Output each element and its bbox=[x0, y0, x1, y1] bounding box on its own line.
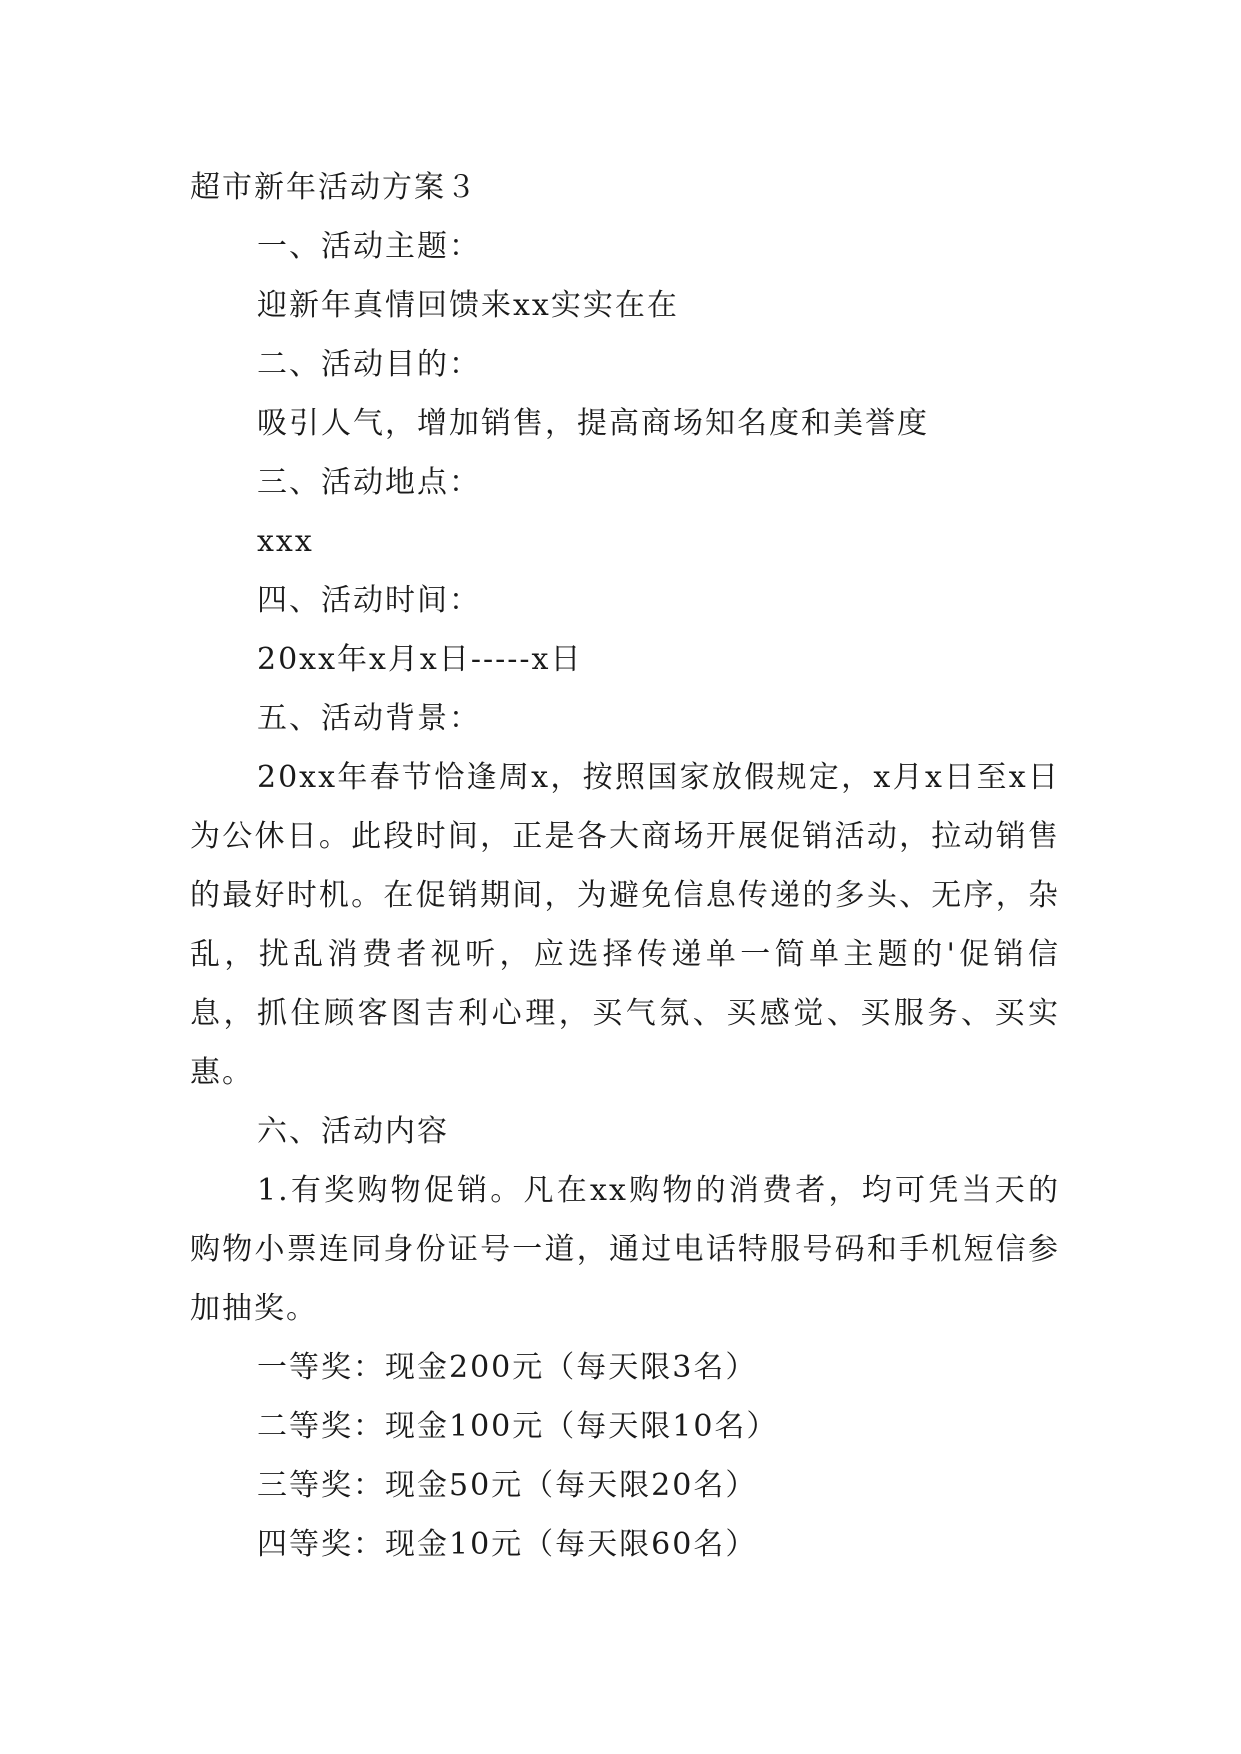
prize-third: 三等奖：现金50元（每天限20名） bbox=[257, 1468, 758, 1503]
background-heading: 五、活动背景： bbox=[257, 701, 481, 736]
document-body bbox=[190, 158, 1060, 1574]
location-text: xxx bbox=[257, 524, 314, 559]
prize-first: 一等奖：现金200元（每天限3名） bbox=[257, 1350, 758, 1385]
time-heading: 四、活动时间： bbox=[257, 583, 481, 618]
content-heading: 六、活动内容 bbox=[257, 1114, 449, 1149]
theme-heading: 一、活动主题： bbox=[257, 229, 481, 264]
document-title: 超市新年活动方案３ bbox=[190, 170, 478, 205]
background-paragraph: 20xx年春节恰逢周x，按照国家放假规定，x月x日至x日为公休日。此段时间，正是各大商场开展促销活动，拉动销售的最好时机。在促销期间，为避免信息传递的多头、无序，杂乱，扰乱消费者视听，应选择传递单一简单主题的'促销信息，抓住顾客图吉利心理，买气氛、买感觉、买服务、买实惠。 bbox=[190, 760, 1060, 1090]
time-text: 20xx年x月x日-----x日 bbox=[257, 642, 583, 677]
content-item-1: 1.有奖购物促销。凡在xx购物的消费者，均可凭当天的购物小票连同身份证号一道，通过电话特服号码和手机短信参加抽奖。 bbox=[190, 1173, 1060, 1326]
prize-fourth: 四等奖：现金10元（每天限60名） bbox=[257, 1527, 758, 1562]
theme-text: 迎新年真情回馈来xx实实在在 bbox=[257, 288, 679, 323]
location-heading: 三、活动地点： bbox=[257, 465, 481, 500]
purpose-text: 吸引人气，增加销售，提高商场知名度和美誉度 bbox=[257, 406, 929, 441]
purpose-heading: 二、活动目的： bbox=[257, 347, 481, 382]
prize-second: 二等奖：现金100元（每天限10名） bbox=[257, 1409, 779, 1444]
